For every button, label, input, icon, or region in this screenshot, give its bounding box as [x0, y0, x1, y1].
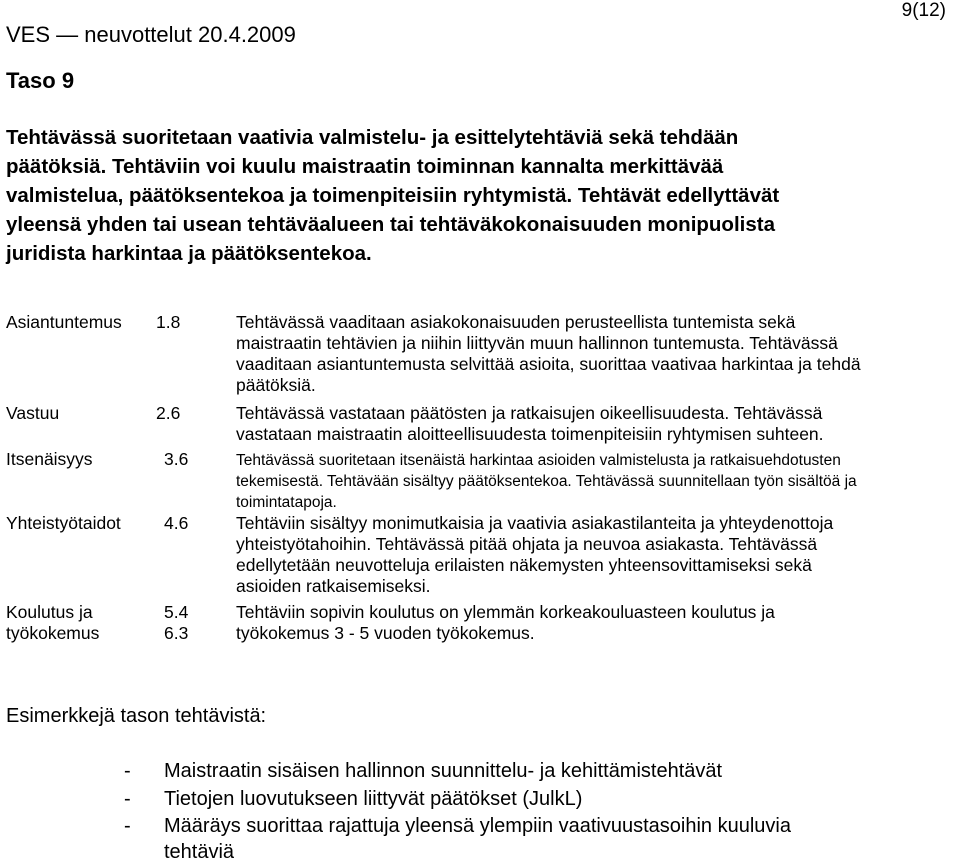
criterion-score-line: 6.3	[164, 623, 189, 643]
criterion-label	[6, 602, 99, 644]
criterion-label-line: työkokemus	[6, 623, 100, 643]
criterion-description	[236, 513, 951, 597]
description-line: valmistelua, päätöksentekoa ja toimenpiteisiin ryhtymistä. Tehtävät edellyttävät	[6, 184, 780, 207]
criterion-label: Yhteistyötaidot	[6, 513, 121, 533]
criterion-text-line: vastataan maistraatin aloitteellisuudesta toimenpiteisiin ryhtymisen suhteen.	[236, 424, 824, 444]
example-text: tehtäviä	[164, 841, 235, 863]
criterion-text-line: Tehtävässä suoritetaan itsenäistä harkintaa asioiden valmistelusta ja ratkaisuehdotusten	[236, 452, 841, 469]
criterion-description	[236, 602, 951, 644]
examples-heading: Esimerkkejä tason tehtävistä:	[6, 705, 267, 727]
criterion-score: 2.6	[156, 403, 181, 423]
example-text: Määräys suorittaa rajattuja yleensä ylempiin vaativuustasoihin kuuluvia	[164, 815, 791, 837]
description-line: yleensä yhden tai usean tehtäväalueen tai tehtäväkokonaisuuden monipuolista	[6, 213, 775, 236]
criterion-text-line: asioiden ratkaisemiseksi.	[236, 576, 431, 596]
criterion-score: 3.6	[164, 449, 189, 469]
criterion-text-line: Tehtäviin sopivin koulutus on ylemmän korkeakouluasteen koulutus ja	[236, 602, 775, 622]
level-description	[6, 123, 936, 268]
criterion-score: 4.6	[164, 513, 189, 533]
criterion-text-line: työkokemus 3 - 5 vuoden työkokemus.	[236, 623, 535, 643]
criterion-label: Asiantuntemus	[6, 312, 122, 332]
criterion-label: Vastuu	[6, 403, 60, 423]
list-dash: -	[124, 760, 131, 782]
criterion-text-line: tekemisestä. Tehtävään sisältyy päätöksentekoa. Tehtävässä suunnitellaan työn sisältöä ja	[236, 473, 857, 490]
criterion-description	[236, 312, 951, 396]
example-text: Tietojen luovutukseen liittyvät päätökset (JulkL)	[164, 788, 583, 810]
criterion-text-line: päätöksiä.	[236, 375, 316, 395]
criterion-score: 1.8	[156, 312, 181, 332]
criterion-description	[236, 403, 951, 445]
description-line: juridista harkintaa ja päätöksentekoa.	[6, 242, 372, 265]
criterion-text-line: Tehtävässä vastataan päätösten ja ratkaisujen oikeellisuudesta. Tehtävässä	[236, 403, 823, 423]
list-dash: -	[124, 788, 131, 810]
description-line: Tehtävässä suoritetaan vaativia valmistelu- ja esittelytehtäviä sekä tehdään	[6, 126, 739, 149]
criterion-text-line: vaaditaan asiantuntemusta selvittää asioita, suorittaa vaativaa harkintaa ja tehdä	[236, 354, 861, 374]
description-line: päätöksiä. Tehtäviin voi kuulu maistraatin toiminnan kannalta merkittävää	[6, 155, 724, 178]
example-text: Maistraatin sisäisen hallinnon suunnittelu- ja kehittämistehtävät	[164, 760, 723, 782]
page-number: 9(12)	[901, 0, 946, 21]
criterion-label: Itsenäisyys	[6, 449, 93, 469]
criterion-text-line: Tehtäviin sisältyy monimutkaisia ja vaativia asiakastilanteita ja yhteydenottoja	[236, 513, 834, 533]
list-dash: -	[124, 815, 131, 837]
criterion-score	[164, 602, 188, 644]
criterion-label-line: Koulutus ja	[6, 602, 93, 622]
criterion-text-line: Tehtävässä vaaditaan asiakokonaisuuden perusteellista tuntemista sekä	[236, 312, 796, 332]
criterion-text-line: yhteistyötahoihin. Tehtävässä pitää ohjata ja neuvoa asiakasta. Tehtävässä	[236, 534, 818, 554]
level-title: Taso 9	[6, 68, 75, 93]
document-header-title: VES — neuvottelut 20.4.2009	[6, 22, 296, 47]
criterion-score-line: 5.4	[164, 602, 189, 622]
criterion-text-line: edellytetään neuvotteluja erilaisten näkemysten yhteensovittamiseksi sekä	[236, 555, 812, 575]
criterion-text-line: toimintatapoja.	[236, 494, 337, 511]
criterion-text-line: maistraatin tehtävien ja niihin liittyvän muun hallinnon tuntemusta. Tehtävässä	[236, 333, 838, 353]
criterion-description	[236, 450, 951, 513]
